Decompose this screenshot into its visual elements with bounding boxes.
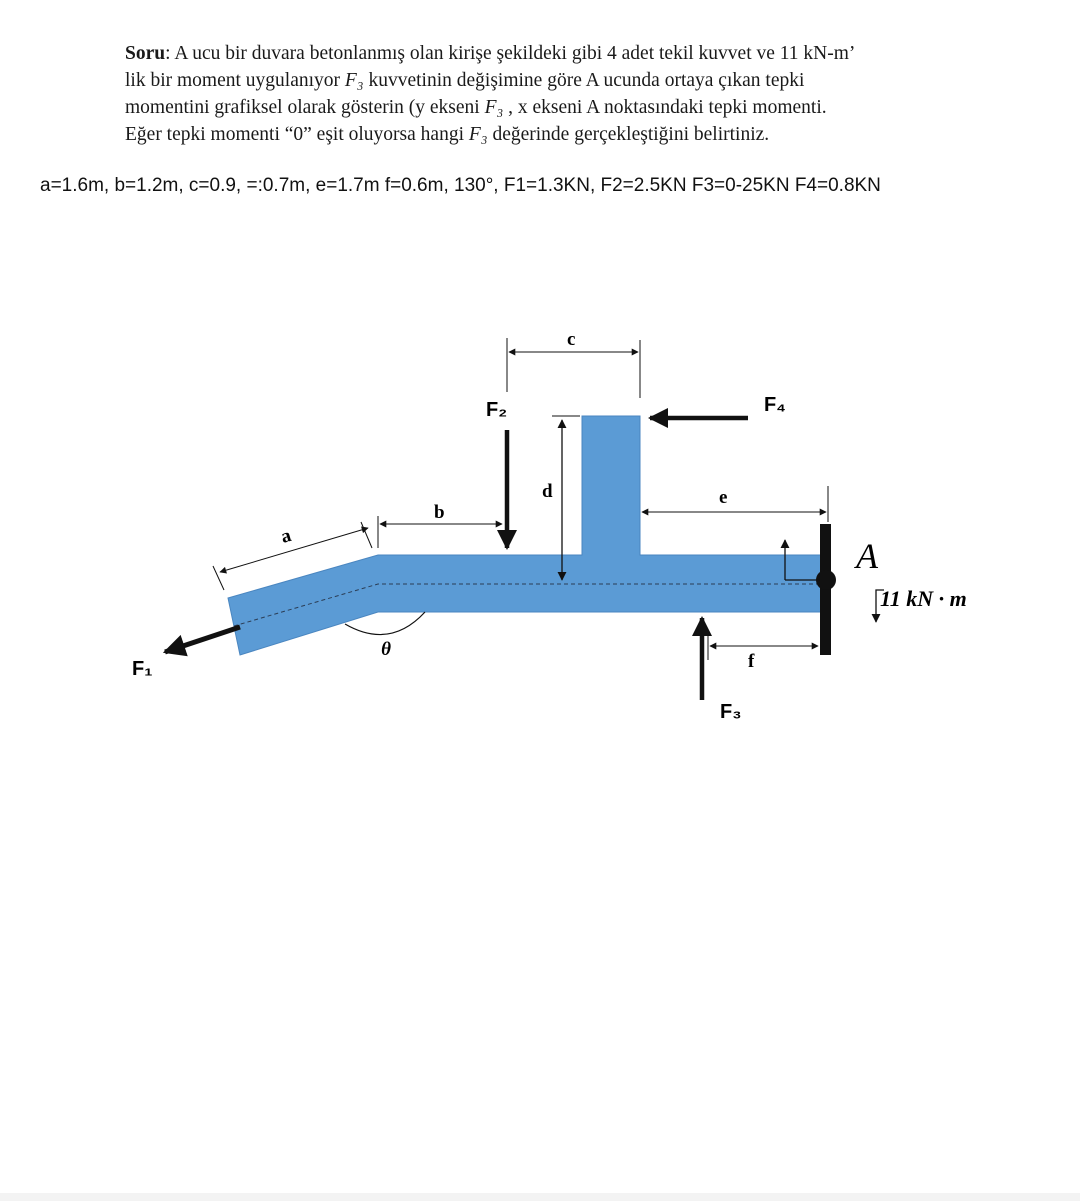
moment-label: 11 kN · m bbox=[880, 586, 967, 611]
dim-a-ext-left bbox=[213, 566, 224, 590]
page-bottom-edge bbox=[0, 1193, 1080, 1201]
f1-label: F₁ bbox=[132, 658, 153, 680]
beam-body bbox=[228, 416, 822, 655]
question-label: Soru bbox=[125, 43, 166, 64]
dim-f-label: f bbox=[748, 651, 755, 672]
dim-a-label: a bbox=[278, 525, 294, 548]
dim-e-label: e bbox=[719, 487, 728, 508]
f2-label: F₂ bbox=[486, 399, 508, 421]
theta-label: θ bbox=[381, 639, 391, 660]
question-line-4: Eğer tepki momenti “0” eşit oluyorsa hangi F₃ değerinde gerçekleştiğini belirtiniz. bbox=[125, 124, 770, 145]
dim-d-label: d bbox=[542, 481, 553, 502]
question-line-1: Soru: A ucu bir duvara betonlanmış olan kirişe şekildeki gibi 4 adet tekil kuvvet ve 11 kN-m’ bbox=[125, 43, 856, 64]
question-line-2: lik bir moment uygulanıyor F₃ kuvvetinin değişimine göre A ucunda ortaya çıkan tepki bbox=[125, 70, 805, 91]
var-f3: F₃ bbox=[484, 97, 504, 118]
dim-b-label: b bbox=[434, 502, 445, 523]
parameter-list: a=1.6m, b=1.2m, c=0.9, =:0.7m, e=1.7m f=0.6m, 130°, F1=1.3KN, F2=2.5KN F3=0-25KN F4=0.8KN bbox=[40, 175, 881, 196]
question-line-3: momentini grafiksel olarak gösterin (y ekseni F₃ , x ekseni A noktasındaki tepki momenti. bbox=[125, 97, 827, 118]
dim-c-label: c bbox=[567, 329, 576, 350]
point-a-label: A bbox=[856, 536, 878, 576]
f3-label: F₃ bbox=[720, 701, 742, 723]
f1-arrow bbox=[165, 627, 240, 652]
f4-label: F₄ bbox=[764, 394, 786, 416]
dim-a-ext-right bbox=[361, 522, 372, 548]
var-f3: F₃ bbox=[468, 124, 488, 145]
var-f3: F₃ bbox=[344, 70, 364, 91]
